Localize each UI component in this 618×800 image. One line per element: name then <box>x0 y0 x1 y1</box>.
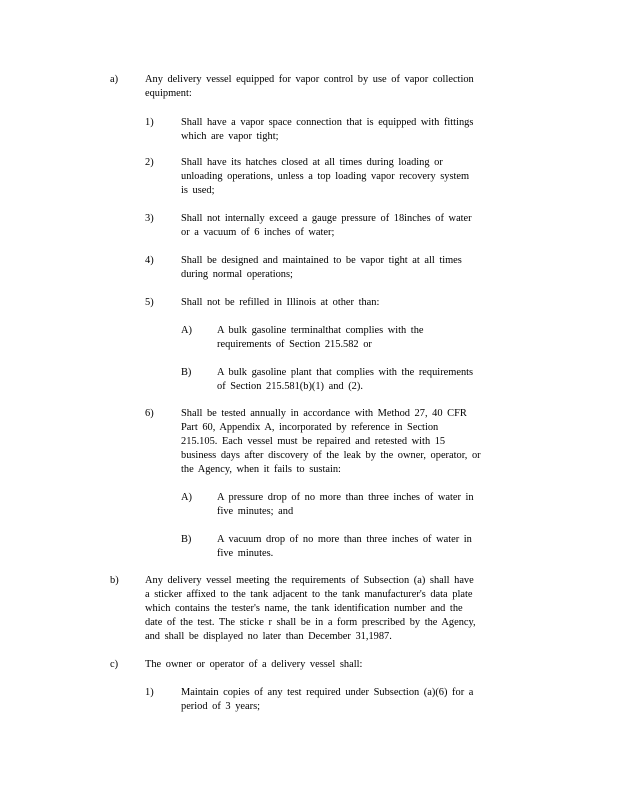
item-a2-line: Shall have its hatches closed at all times during loading or <box>181 157 443 168</box>
section-b-label: b) <box>110 575 119 586</box>
item-a6-line: business days after discovery of the leak by the owner, operator, or <box>181 450 481 461</box>
item-a4-line: during normal operations; <box>181 269 293 280</box>
item-a6-line: Part 60, Appendix A, incorporated by reference in Section <box>181 422 439 433</box>
section-b-line: Any delivery vessel meeting the requirements of Subsection (a) shall have <box>145 575 474 586</box>
section-b-line: which contains the tester's name, the tank identification number and the <box>145 603 463 614</box>
subitem-a5A-number: A) <box>181 325 192 336</box>
subitem-a5B-number: B) <box>181 367 192 378</box>
item-a5-line: Shall not be refilled in Illinois at other than: <box>181 297 380 308</box>
section-a-intro-line: Any delivery vessel equipped for vapor control by use of vapor collection <box>145 74 474 85</box>
subitem-a5B-line: A bulk gasoline plant that complies with the requirements <box>217 367 474 378</box>
item-c1-number: 1) <box>145 687 154 698</box>
section-a-label: a) <box>110 74 119 85</box>
item-a4-line: Shall be designed and maintained to be vapor tight at all times <box>181 255 462 266</box>
item-a2-line: is used; <box>181 185 215 196</box>
item-a2-line: unloading operations, unless a top loading vapor recovery system <box>181 171 470 182</box>
section-b-line: a sticker affixed to the tank adjacent to the tank manufacturer's data plate <box>145 589 473 600</box>
section-a-intro-line: equipment: <box>145 88 192 99</box>
subitem-a6B-line: A vacuum drop of no more than three inches of water in <box>217 534 472 545</box>
item-a6-number: 6) <box>145 408 154 419</box>
subitem-a5A-line: A bulk gasoline terminalthat complies with the <box>217 325 424 336</box>
item-a4-number: 4) <box>145 255 154 266</box>
subitem-a6B-number: B) <box>181 534 192 545</box>
section-b-line: date of the test. The sticke r shall be in a form prescribed by the Agency, <box>145 617 476 628</box>
item-a3-line: or a vacuum of 6 inches of water; <box>181 227 335 238</box>
item-a6-line: Shall be tested annually in accordance with Method 27, 40 CFR <box>181 408 467 419</box>
item-c1-line: Maintain copies of any test required under Subsection (a)(6) for a <box>181 687 474 698</box>
subitem-a6A-number: A) <box>181 492 192 503</box>
item-a3-line: Shall not internally exceed a gauge pressure of 18inches of water <box>181 213 472 224</box>
item-a1-line: Shall have a vapor space connection that is equipped with fittings <box>181 117 474 128</box>
item-c1-line: period of 3 years; <box>181 701 260 712</box>
item-a2-number: 2) <box>145 157 154 168</box>
subitem-a5B-line: of Section 215.581(b)(1) and (2). <box>217 381 363 392</box>
section-c-intro-line: The owner or operator of a delivery vessel shall: <box>145 659 363 670</box>
subitem-a5A-line: requirements of Section 215.582 or <box>217 339 372 350</box>
item-a6-line: the Agency, when it fails to sustain: <box>181 464 341 475</box>
subitem-a6A-line: five minutes; and <box>217 506 294 517</box>
item-a1-number: 1) <box>145 117 154 128</box>
item-a6-line: 215.105. Each vessel must be repaired and retested with 15 <box>181 436 446 447</box>
subitem-a6B-line: five minutes. <box>217 548 274 559</box>
item-a3-number: 3) <box>145 213 154 224</box>
item-a1-line: which are vapor tight; <box>181 131 279 142</box>
section-c-label: c) <box>110 659 119 670</box>
subitem-a6A-line: A pressure drop of no more than three inches of water in <box>217 492 474 503</box>
section-b-line: and shall be displayed no later than December 31,1987. <box>145 631 392 642</box>
item-a5-number: 5) <box>145 297 154 308</box>
